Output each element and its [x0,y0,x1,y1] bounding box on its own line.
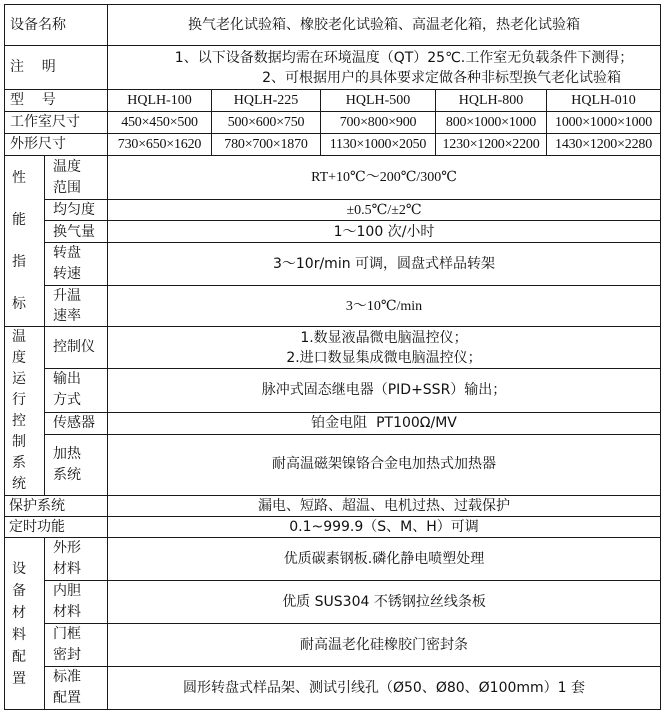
standard-config-label [45,667,108,710]
group-char: 配 [12,648,26,665]
group-char: 标 [12,296,26,312]
output-mode-label [45,369,108,412]
controller-label [45,327,108,369]
outer-size-cell: 780×700×1870 [212,134,321,156]
row-temp-range [5,156,661,200]
row-uniformity [5,200,661,221]
group-char: 性 [12,170,26,186]
standard-config-value: 圆形转盘式样品架、测试引线孔（Ø50、Ø80、Ø100mm）1 套 [108,667,661,710]
performance-group-label [5,156,45,327]
group-char: 度 [12,350,26,366]
group-char: 运 [12,371,26,387]
group-char: 控 [12,413,26,429]
turntable-speed-label [45,243,108,286]
protection-label: 保护系统 [5,496,108,517]
label-line: 范围 [53,179,81,196]
models-label-text: 型 号 [10,92,56,108]
row-protection [5,496,661,517]
group-char: 统 [12,476,26,492]
label-line: 转速 [53,266,81,282]
timer-value: 0.1~999.9（S、M、H）可调 [108,517,661,538]
notes-value [108,46,661,90]
heating-system-label [45,434,108,495]
label-line: 标准 [53,669,81,685]
group-char: 能 [12,212,26,228]
temp-range-label [45,156,108,200]
air-exchange-value: 1～100 次/小时 [108,221,661,243]
group-char: 系 [12,455,26,471]
label-line: 输出 [53,371,81,388]
row-sensor [5,412,661,434]
label-line: 加热 [53,445,81,462]
group-char: 制 [12,434,26,450]
group-char: 材 [12,604,26,621]
label-line: 控制仪 [53,339,95,356]
row-heating-rate [5,286,661,327]
row-chamber-size [5,112,661,134]
inner-material-label [45,581,108,624]
label-line: 材料 [53,561,81,577]
group-char: 设 [12,560,26,577]
row-heating-system [5,434,661,495]
chamber-size-cell: 500×600×750 [212,112,321,134]
inner-material-value: 优质 SUS304 不锈钢拉丝线条板 [108,581,661,624]
model-cell: HQLH-500 [321,90,436,112]
label-line: 温度 [53,158,81,175]
group-char: 行 [12,392,26,408]
value-line: 1.数显液晶微电脑温控仪； [300,329,468,346]
row-models [5,90,661,112]
heating-rate-label [45,286,108,327]
outer-size-cell: 1430×1200×2280 [547,134,661,156]
heating-system-value: 耐高温磁架镍铬合金电加热式加热器 [108,434,661,495]
row-timer [5,517,661,538]
uniformity-label [45,200,108,221]
row-turntable-speed [5,243,661,286]
chamber-size-cell: 800×1000×1000 [436,112,547,134]
row-output-mode [5,369,661,412]
chamber-size-label: 工作室尺寸 [5,112,108,134]
label-line: 均匀度 [53,201,95,218]
chamber-size-cell: 1000×1000×1000 [547,112,661,134]
output-mode-value: 脉冲式固态继电器（PID+SSR）输出； [108,369,661,412]
label-line: 换气量 [53,223,95,240]
chamber-size-cell: 450×450×500 [108,112,212,134]
notes-label [5,46,108,90]
materials-group-label [5,538,45,710]
turntable-speed-value: 3～10r/min 可调，圆盘式样品转架 [108,243,661,286]
note-line-1: 1、以下设备数据均需在环境温度（QT）25℃.工作室无负载条件下测得； [174,49,634,66]
temp-range-value: RT+10℃～200℃/300℃ [108,156,661,200]
group-char: 置 [12,670,26,687]
row-standard-config [5,667,661,710]
outer-size-label: 外形尺寸 [5,134,108,156]
label-line: 系统 [53,466,81,483]
sensor-label [45,412,108,434]
spec-table [4,4,661,710]
row-equipment-name [5,5,661,46]
label-line: 转盘 [53,245,81,261]
model-cell: HQLH-010 [547,90,661,112]
group-char: 指 [12,254,26,270]
row-notes [5,46,661,90]
sensor-value: 铂金电阻 PT100Ω/MV [108,412,661,434]
note-line-2: 2、可根据用户的具体要求定做各种非标型换气老化试验箱 [262,69,621,86]
group-char: 料 [12,626,26,643]
row-door-seal [5,624,661,667]
equipment-name-value: 换气老化试验箱、橡胶老化试验箱、高温老化箱，热老化试验箱 [108,5,661,46]
model-cell: HQLH-800 [436,90,547,112]
row-outer-material [5,538,661,581]
model-cell: HQLH-225 [212,90,321,112]
value-line: 2.进口数显集成微电脑温控仪； [286,349,482,366]
heating-rate-value: 3～10℃/min [108,286,661,327]
label-line: 外形 [53,540,81,556]
row-air-exchange [5,221,661,243]
outer-size-cell: 730×650×1620 [108,134,212,156]
notes-label-text: 注 明 [10,59,56,75]
label-line: 传感器 [53,415,95,432]
label-line: 升温 [53,288,81,304]
timer-label: 定时功能 [5,517,108,538]
row-outer-size [5,134,661,156]
outer-size-cell: 1230×1200×2200 [436,134,547,156]
label-line: 密封 [53,647,81,663]
label-line: 方式 [53,392,81,409]
model-cell: HQLH-100 [108,90,212,112]
door-seal-label [45,624,108,667]
outer-material-label [45,538,108,581]
chamber-size-cell: 700×800×900 [321,112,436,134]
control-system-group-label [5,327,45,496]
label-line: 材料 [53,604,81,620]
group-char: 温 [12,329,26,345]
protection-value: 漏电、短路、超温、电机过热、过载保护 [108,496,661,517]
label-line: 配置 [53,690,81,706]
row-inner-material [5,581,661,624]
controller-value [108,327,661,369]
models-label [5,90,108,112]
group-char: 备 [12,582,26,599]
label-line: 速率 [53,308,81,324]
outer-material-value: 优质碳素钢板.磷化静电喷塑处理 [108,538,661,581]
door-seal-value: 耐高温老化硅橡胶门密封条 [108,624,661,667]
equipment-name-label: 设备名称 [5,5,108,46]
air-exchange-label [45,221,108,243]
uniformity-value: ±0.5℃/±2℃ [108,200,661,221]
outer-size-cell: 1130×1000×2050 [321,134,436,156]
label-line: 内胆 [53,583,81,599]
row-controller [5,327,661,369]
label-line: 门框 [53,626,81,642]
